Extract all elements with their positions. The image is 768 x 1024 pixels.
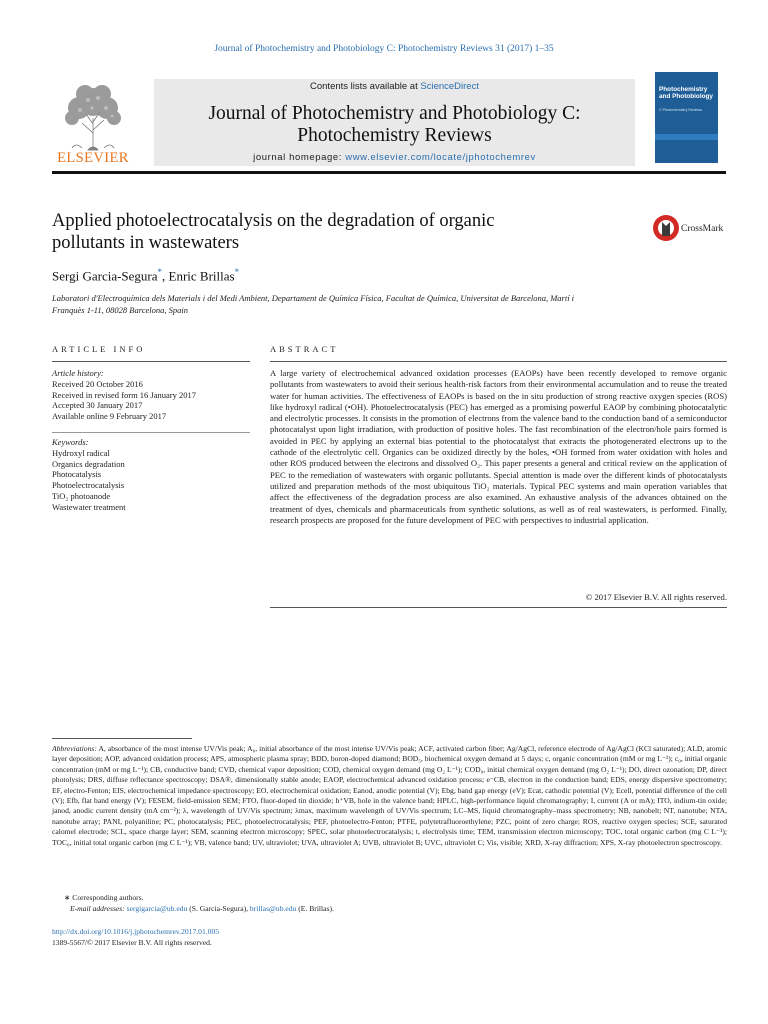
keyword-item: TiO₂ photoanode <box>52 490 111 501</box>
elsevier-wordmark: ELSEVIER <box>57 150 129 166</box>
abstract-heading: ABSTRACT <box>270 344 339 354</box>
masthead-rule <box>52 171 726 174</box>
abstract-rule <box>270 361 727 362</box>
keyword-item: Organics degradation <box>52 458 125 469</box>
journal-homepage <box>154 152 635 163</box>
article-info-rule <box>52 361 250 362</box>
journal-title-line2: Photochemistry Reviews <box>297 125 492 146</box>
email-name-2: (E. Brillas). <box>296 904 334 913</box>
affiliation <box>52 293 652 316</box>
journal-title <box>154 103 635 147</box>
journal-cover[interactable] <box>655 72 718 163</box>
doi-link[interactable]: http://dx.doi.org/10.1016/j.jphotochemrev.2017.01.005 <box>52 927 220 936</box>
keyword-item: Wastewater treatment <box>52 501 126 512</box>
author-2-mark[interactable]: * <box>234 267 240 277</box>
crossmark-label[interactable]: CrossMark <box>681 224 724 234</box>
history-rule <box>52 432 250 433</box>
author-1-mark[interactable]: * <box>157 267 163 277</box>
affiliation-line2: Franquès 1-11, 08028 Barcelona, Spain <box>52 304 188 315</box>
copyright-notice: © 2017 Elsevier B.V. All rights reserved. <box>585 592 727 602</box>
author-2[interactable]: Enric Brillas <box>168 268 235 284</box>
keyword-item: Photocatalysis <box>52 469 102 480</box>
author-list <box>52 267 239 284</box>
article-info-heading: ARTICLE INFO <box>52 344 146 354</box>
email-addresses <box>70 904 334 913</box>
journal-citation[interactable]: Journal of Photochemistry and Photobiology C: Photochemistry Reviews 31 (2017) 1–35 <box>214 44 554 54</box>
sciencedirect-link[interactable]: ScienceDirect <box>420 81 479 92</box>
history-item: Accepted 30 January 2017 <box>52 400 143 411</box>
footnote-rule <box>52 738 192 739</box>
contents-prefix: Contents lists available at <box>310 81 421 92</box>
email-link-1[interactable]: sergigarcia@ub.edu <box>126 904 188 913</box>
article-title-line2: pollutants in wastewaters <box>52 233 240 253</box>
corresponding-authors-note: ∗ Corresponding authors. <box>64 893 144 902</box>
email-name-1: (S. Garcia-Segura), <box>187 904 250 913</box>
issn-line: 1389-5567/© 2017 Elsevier B.V. All rights reserved. <box>52 938 212 947</box>
contents-line <box>154 81 635 92</box>
abbreviations-footnote <box>52 744 727 848</box>
history-item: Available online 9 February 2017 <box>52 411 167 422</box>
article-title-line1: Applied photoelectrocatalysis on the degradation of organic <box>52 211 495 231</box>
abbreviations-text: A, absorbance of the most intense UV/Vis peak; A₀, initial absorbance of the most intense UV/Vis peak; ACF, activated carbon fiber; Ag/AgCl, reference electrode of Ag/AgCl (KCl saturated); ALD, atomic layer deposition; AOP, advanced oxidation process; APS, atmospheric plasma spray; BDD, boron-doped diamond; BOD₅, biochemical oxygen demand at 5 days; c, organic concentration (mM or mg L⁻¹); c₀, initial organic concentration (mM or mg L⁻¹); CB, conductive band; CVD, chemical vapor deposition; COD, chemical oxygen demand (mg O₂ L⁻¹); COD₀, initial chemical oxygen demand (mg O₂ L⁻¹); DO, direct ozonation; DP, direct photolysis; DRS, diffuse reflectance spectroscopy; DSA®, dimensionally stable anode; EAOP, electrochemical advanced oxidation process; e⁻CB, electron in the conduction band; EDS, energy dispersive spectrometry; EF, electro-Fenton; EIS, electrochemical impedance spectroscopy; EO, electrochemical oxidation; Eanod, anodic potential (V); Ebg, band gap energy (eV); Ecat, cathodic potential (V); Ecell, potential difference of the cell (V); Efb, flat band energy (V); FESEM, field-emission SEM; FTO, fluor-doped tin dioxide; h⁺VB, hole in the valence band; HPLC, high-performance liquid chromatography; I, current (A or mA); ITO, indium-tin oxide; janod, anodic current density (mA cm⁻²); λ, wavelength of UV/Vis spectrum; λmax, maximum wavelength of UV/Vis spectrum; LC–MS, liquid chromatography–mass spectrometry; NB, nanobelt; NT, nanotube; NTA, nanotube array; PANI, polyaniline; PC, photocatalysis; PEC, photoelectrocatalysis; PEF, photoelectro-Fenton; PTFE, polytetrafluoroethylene; PZC, point of zero charge; ROS, reactive oxygen species; SCE, saturated calomel electrode; SCL, space charge layer; SEM, scanning electron microscopy; SPEC, solar photoelectrocatalysis; t, electrolysis time; TEM, transmission electron microscopy; TOC, total organic carbon (mg C L⁻¹); TOC₀, initial total organic carbon (mg C L⁻¹); VB, valence band; UV, ultraviolet; UVA, ultraviolet A; UVB, ultraviolet B; UVC, ultraviolet C; Vis, visible; XRD, X-ray diffraction; XPS, X-ray photoelectron spectroscopy. <box>52 744 727 847</box>
abbreviations-label: Abbreviations: <box>52 744 97 753</box>
homepage-link[interactable]: www.elsevier.com/locate/jphotochemrev <box>345 152 536 163</box>
keyword-item: Hydroxyl radical <box>52 447 110 458</box>
history-item: Received 20 October 2016 <box>52 378 143 389</box>
author-1[interactable]: Sergi Garcia-Segura <box>52 268 158 284</box>
affiliation-line1: Laboratori d'Electroquímica dels Materials i del Medi Ambient, Departament de Química Física, Facultat de Química, Universitat de Barcelona, Martí i <box>52 293 575 303</box>
cover-title: Photochemistry and Photobiology <box>659 86 713 100</box>
keyword-item: Photoelectrocatalysis <box>52 480 125 491</box>
abstract-bottom-rule <box>270 607 727 608</box>
author-separator: , <box>162 268 169 284</box>
keywords-label: Keywords: <box>52 437 89 447</box>
abstract-text: A large variety of electrochemical advanced oxidation processes (EAOPs) have been recently developed to remove organic pollutants from wastewaters to avoid their serious health-risk factors from their environmental accumulation and to reuse the treated water for human activities. The effectiveness of EAOPs is based on the in situ production of strong reactive oxygen species (ROS) like hydroxyl radical (•OH). Photoelectrocatalysis (PEC) has emerged as a promising powerful EAOP by combining photocatalytic and electrolytic processes. It consists in the promotion of electrons from the valence band to the conduction band of a semiconductor photocatalyst upon light irradiation, with production of positive holes. The fast recombination of the electron/hole pairs formed is avoided in PEC by applying an external bias potential to the photocatalyst that extracts the photogenerated electrons up to the cathode of the electrolytic cell. Organics can be oxidized directly by the holes, •OH formed from water oxidation with holes and other ROS produced between the electrons and dissolved O₂. This paper presents a general and critical review on the application of PEC to the remediation of wastewaters with organic pollutants. Special attention is made over the different kinds of photocatalysts utilized and preparation methods of the most ubiquitous TiO₂ materials. Typical PEC systems and main operation variables that affect the effectiveness of the degradation process are also examined. An exhaustive analysis of the advances obtained on the treatment of dyes, chemicals and pharmaceuticals from synthetic solutions, as well as of real wastewaters, is performed. Finally, research prospects are proposed for the future development of PEC with perspectives to industrial application. <box>270 368 727 525</box>
history-item: Received in revised form 16 January 2017 <box>52 389 196 400</box>
history-label: Article history: <box>52 368 104 378</box>
email-label: E-mail addresses: <box>70 904 127 913</box>
homepage-label: journal homepage: <box>253 152 346 163</box>
keywords <box>52 437 250 513</box>
email-link-2[interactable]: brillas@ub.edu <box>249 904 297 913</box>
journal-title-line1: Journal of Photochemistry and Photobiology C: <box>208 103 581 124</box>
cover-strip <box>655 134 718 140</box>
article-history <box>52 368 250 422</box>
article-title <box>52 210 612 254</box>
cover-subtitle: C Photochemistry Reviews <box>659 108 702 112</box>
